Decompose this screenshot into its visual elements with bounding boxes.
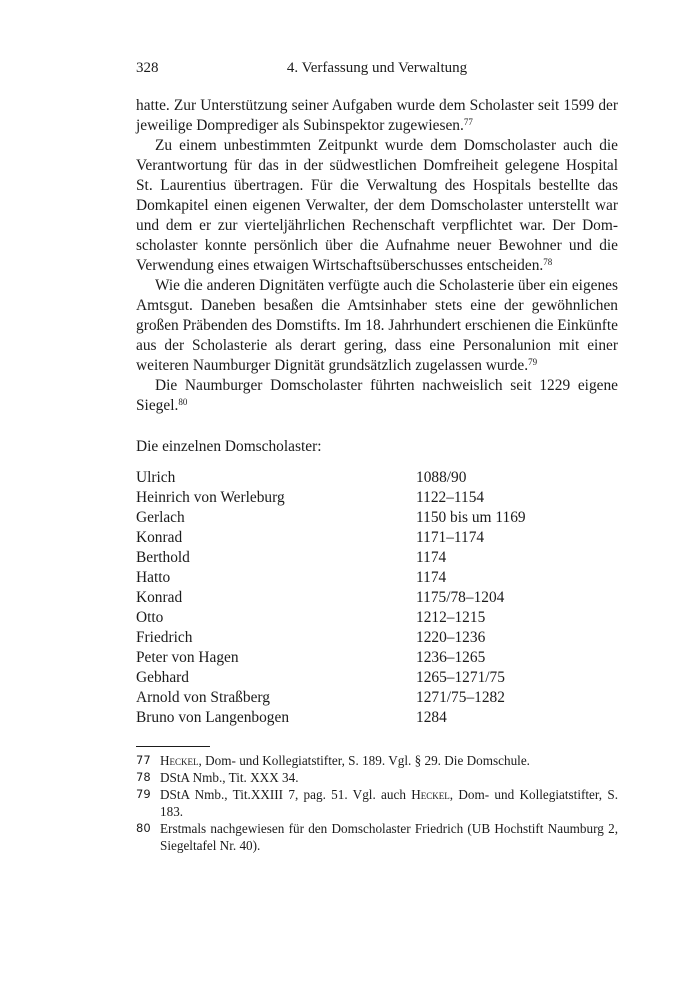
footnote (136, 786, 618, 820)
running-title: 4. Verfassung und Verwaltung (286, 60, 468, 76)
scholaster-list (136, 468, 618, 728)
scholaster-years: 1220–1236 (416, 629, 486, 646)
scholaster-name: Hatto (136, 569, 171, 586)
paragraph-text: Zu einem unbestimmten Zeitpunkt wurde dem Domscholaster auch die Verantwortung für das in der südwestlichen Domfreiheit gelegene Hospital St. Laurentius übertragen. Für die Verwaltung des Hospitals bestellte das Domkapitel einen eigenen Verwalter, der dem Domscholaster unterstellt war und dem er zur vierteljährlichen Rechenschaft verpflichtet war. Der Domscholaster konnte persönlich über die Aufnahme neuer Bewohner und die Verwendung eines etwaigen Wirtschaftsüberschusses entscheiden. (136, 137, 618, 274)
scholaster-years: 1150 bis um 1169 (416, 509, 526, 526)
list-item (136, 508, 618, 528)
paragraph (136, 136, 618, 276)
footnote-number: 79 (136, 787, 151, 801)
footnote-body: , Dom- und Kollegiatstifter, S. 189. Vgl. § 29. Die Domschule. (198, 753, 530, 768)
scholaster-years: 1236–1265 (416, 649, 486, 666)
footnote-text: DStA Nmb., Tit. XXX 34. (160, 770, 299, 785)
footnote-divider (136, 746, 210, 747)
footnote (136, 752, 618, 769)
footnotes (136, 752, 618, 854)
list-item (136, 468, 618, 488)
footnote-ref: 78 (543, 257, 553, 267)
scholaster-name: Gerlach (136, 509, 185, 526)
scholaster-years: 1175/78–1204 (416, 589, 505, 606)
list-item (136, 708, 618, 728)
footnote-number: 78 (136, 770, 151, 784)
page-number: 328 (136, 60, 159, 76)
body-text (136, 96, 618, 416)
author-name: Heckel (160, 753, 199, 768)
scholaster-years: 1284 (416, 709, 447, 726)
scholaster-years: 1171–1174 (416, 529, 485, 546)
scholaster-name: Konrad (136, 589, 183, 606)
scholaster-name: Bruno von Langenbogen (136, 709, 290, 726)
footnote-text (160, 752, 618, 769)
scholaster-name: Peter von Hagen (136, 649, 239, 666)
paragraph (136, 96, 618, 136)
author-name: Heckel (411, 787, 450, 802)
list-item (136, 548, 618, 568)
scholaster-years: 1265–1271/75 (416, 669, 505, 686)
scholaster-years: 1088/90 (416, 469, 467, 486)
list-item (136, 588, 618, 608)
scholaster-years: 1122–1154 (416, 489, 485, 506)
list-item (136, 688, 618, 708)
paragraph-text: hatte. Zur Unterstützung seiner Aufgaben wurde dem Scholaster seit 1599 der jeweilige Domprediger als Subinspektor zugewiesen. (136, 97, 618, 134)
footnote-ref: 77 (463, 117, 473, 127)
footnote-ref: 80 (178, 397, 188, 407)
scholaster-name: Berthold (136, 549, 190, 566)
scholaster-name: Gebhard (136, 669, 189, 686)
list-item (136, 528, 618, 548)
scholaster-name: Friedrich (136, 629, 193, 646)
footnote-body: , Dom- und Kollegiatstifter, S. 183. (160, 787, 618, 819)
scholaster-name: Otto (136, 609, 164, 626)
paragraph-text: Die Naumburger Domscholaster führten nachweislich seit 1229 eigene Siegel. (136, 377, 618, 414)
scholaster-years: 1271/75–1282 (416, 689, 505, 706)
scholaster-name: Heinrich von Werleburg (136, 489, 285, 506)
paragraph (136, 376, 618, 416)
scholaster-name: Arnold von Straßberg (136, 689, 270, 706)
footnote-text: Erstmals nachgewiesen für den Domscholaster Friedrich (UB Hochstift Naumburg 2, Siegeltafel Nr. 40). (160, 821, 618, 853)
list-item (136, 628, 618, 648)
list-item (136, 488, 618, 508)
paragraph-text: Wie die anderen Dignitäten verfügte auch die Scholasterie über ein eigenes Amtsgut. Daneben besaßen die Amtsinhaber stets eine der gewöhnlichen großen Präbenden des Domstifts. Im 18. Jahrhundert erschienen die Einkünfte aus der Scholasterie als derart gering, dass eine Personalunion mit einer weiteren Naumburger Dignität grundsätzlich zugelassen wurde. (136, 277, 618, 374)
paragraph (136, 276, 618, 376)
list-item (136, 608, 618, 628)
list-item (136, 648, 618, 668)
footnote-number: 77 (136, 753, 151, 767)
footnote-text (160, 786, 618, 820)
footnote-ref: 79 (528, 357, 538, 367)
footnote (136, 769, 618, 786)
footnote-body: DStA Nmb., Tit.XXIII 7, pag. 51. Vgl. auch (160, 787, 412, 802)
page-header (136, 60, 618, 82)
scholaster-name: Konrad (136, 529, 183, 546)
scholaster-name: Ulrich (136, 469, 176, 486)
scholaster-years: 1174 (416, 569, 447, 586)
list-item (136, 668, 618, 688)
scholaster-years: 1212–1215 (416, 609, 486, 626)
scholaster-years: 1174 (416, 549, 447, 566)
list-item (136, 568, 618, 588)
footnote (136, 820, 618, 854)
footnote-number: 80 (136, 821, 151, 835)
list-heading: Die einzelnen Domscholaster: (136, 438, 322, 455)
